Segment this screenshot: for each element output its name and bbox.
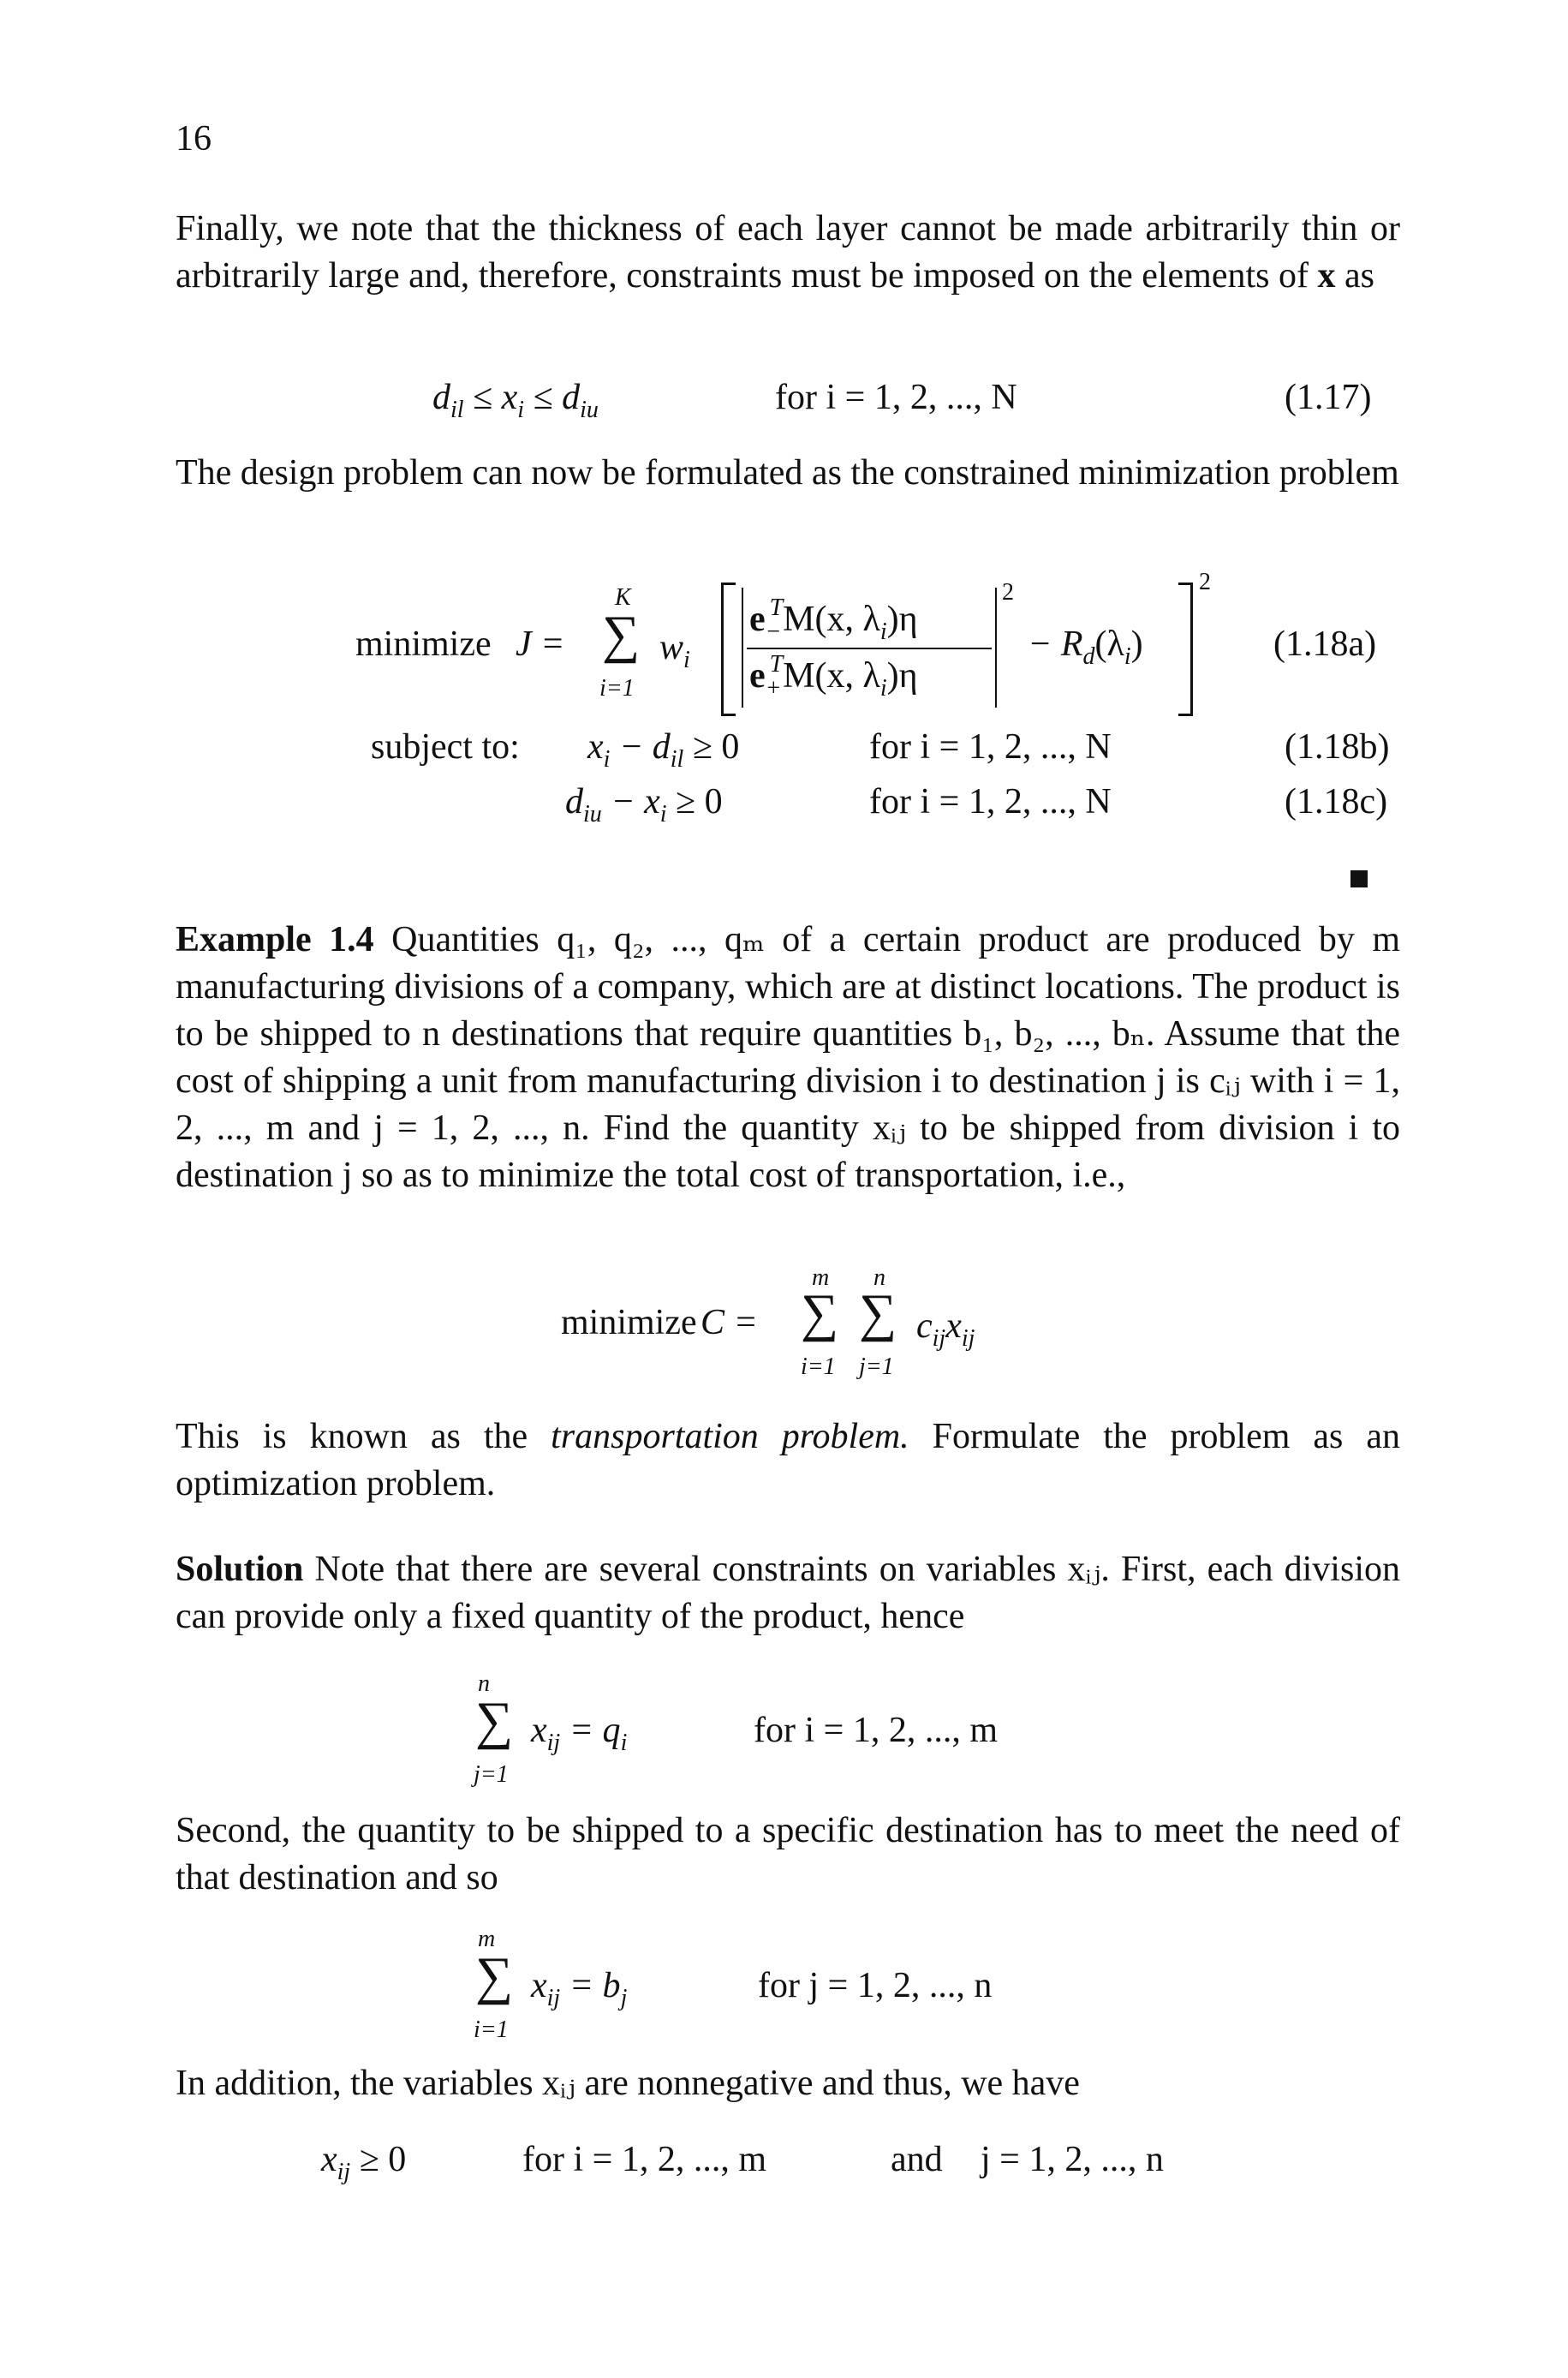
num-rest-sub: i: [879, 618, 887, 645]
cost-x-sub: ij: [961, 1325, 975, 1352]
b-rel: ≥ 0: [683, 727, 740, 767]
eq-117-mid: x: [501, 378, 518, 417]
eq-118a-outer-exp: 2: [1199, 569, 1211, 595]
page-number: 16: [176, 119, 212, 158]
abs-bar-left: [742, 588, 743, 708]
eq-demand-sum-lower: i=1: [474, 2017, 509, 2043]
eq-nonneg-and: and: [891, 2140, 943, 2179]
num-e: e: [749, 600, 766, 639]
rd-sub: d: [1082, 643, 1095, 670]
eq-117-rel2: ≤: [524, 378, 563, 417]
rd-arg: (λ: [1094, 624, 1124, 664]
abs-bar-right: [995, 588, 997, 708]
den-sup: T: [769, 651, 784, 678]
sup-x: x: [531, 1711, 547, 1750]
eq-118b-expr: [587, 726, 739, 774]
cost-c: c: [916, 1306, 933, 1346]
sup-rel: = q: [560, 1711, 621, 1750]
b-x: x: [587, 727, 604, 767]
eq-118a-numerator: [749, 594, 918, 646]
den-end: )η: [886, 656, 918, 696]
known-post: Formulate the problem as an optimization problem.: [176, 1417, 1400, 1503]
eq-117-rel1: ≤: [463, 378, 502, 417]
nn-rel: ≥ 0: [350, 2140, 407, 2179]
eq-nonneg-term: [321, 2139, 406, 2186]
sup-rel-sub: i: [620, 1730, 628, 1756]
cost-x: x: [945, 1306, 962, 1346]
paragraph-known: [176, 1413, 1400, 1508]
eq-supply-sigma: ∑: [475, 1692, 514, 1750]
eq-cost-term: [916, 1306, 975, 1353]
paragraph-intro-text: Finally, we note that the thickness of each layer cannot be made arbitrarily thin or arbitrarily large and, therefore, constraints must be imposed on the elements of: [176, 209, 1400, 296]
eq-117-condition: for i = 1, 2, ..., N: [775, 378, 1017, 417]
right-bracket: [1178, 583, 1193, 716]
num-rest: M(x, λ: [783, 600, 880, 639]
solution-text: Note that there are several constraints on variables xᵢⱼ. First, each division can provide only a fixed quantity of the product, hence: [176, 1550, 1400, 1636]
dem-rel-sub: j: [620, 1985, 628, 2011]
num-end: )η: [886, 600, 918, 639]
eq-118a-weight-sub: i: [683, 647, 690, 673]
c-rel: ≥ 0: [666, 782, 723, 822]
rd: − R: [1028, 624, 1083, 664]
eq-117-number: (1.17): [1285, 378, 1372, 417]
eq-117-rhs: d: [562, 378, 581, 417]
eq-118a-weight: [659, 627, 690, 674]
den-sub: +: [765, 675, 782, 702]
eq-supply-term: [531, 1710, 627, 1757]
b-x-sub: i: [603, 746, 611, 773]
eq-117-rhs-sub: iu: [580, 397, 599, 423]
known-emph: transportation problem.: [551, 1417, 909, 1456]
eq-cost-label: minimize: [561, 1303, 697, 1342]
eq-cost-sigma1: ∑: [801, 1284, 839, 1342]
eq-cost-sum2-upper: n: [873, 1264, 885, 1291]
eq-118a-obj: J =: [516, 624, 565, 664]
eq-118a-sum-lower: i=1: [599, 675, 635, 702]
solution-paragraph: [176, 1546, 1400, 1640]
eq-cost-sum1-upper: m: [812, 1264, 830, 1291]
example-paragraph: [176, 917, 1400, 1199]
eq-demand-sum-upper: m: [478, 1926, 496, 1952]
b-op: − d: [610, 727, 671, 767]
known-pre: This is known as the: [176, 1417, 551, 1456]
eq-117-mid-sub: i: [517, 397, 525, 423]
cost-c-sub: ij: [932, 1325, 946, 1352]
dem-x-sub: ij: [546, 1985, 561, 2011]
equation-1-17: [432, 377, 599, 424]
eq-118a-inner-exp: 2: [1002, 579, 1014, 606]
rd-arg-sub: i: [1124, 643, 1131, 670]
sup-x-sub: ij: [546, 1730, 561, 1756]
paragraph-intro-end: as: [1335, 256, 1374, 296]
c-d: d: [565, 782, 583, 822]
eq-118b-condition: for i = 1, 2, ..., N: [869, 727, 1112, 767]
eq-117-lhs-sub: il: [450, 397, 464, 423]
eq-118a-denominator: [749, 651, 918, 702]
eq-demand-sigma: ∑: [475, 1947, 514, 2005]
solution-label: Solution: [176, 1550, 304, 1589]
left-bracket: [721, 583, 736, 716]
dem-x: x: [531, 1966, 547, 2005]
num-sup: T: [769, 594, 784, 621]
fraction-line: [747, 648, 992, 649]
eq-118a-sum-upper: K: [615, 584, 631, 611]
bold-x: x: [1317, 256, 1336, 296]
b-op-sub: il: [670, 746, 684, 773]
example-label: Example 1.4: [176, 920, 374, 959]
eq-cost-sum2-lower: j=1: [859, 1353, 894, 1380]
eq-118a-minus-term: [1028, 624, 1143, 671]
eq-nonneg-condition2: j = 1, 2, ..., n: [981, 2140, 1164, 2179]
den-e: e: [749, 656, 766, 696]
c-op: − x: [601, 782, 660, 822]
nn-x-sub: ij: [337, 2159, 351, 2185]
eq-supply-sum-upper: n: [478, 1670, 490, 1697]
qed-square: [1350, 870, 1368, 887]
eq-118c-expr: [565, 781, 723, 828]
eq-supply-sum-lower: j=1: [474, 1761, 509, 1788]
paragraph-intro: [176, 206, 1400, 300]
eq-118a-sigma: ∑: [602, 606, 641, 664]
eq-supply-condition: for i = 1, 2, ..., m: [754, 1711, 998, 1750]
eq-118c-number: (1.18c): [1285, 782, 1388, 822]
eq-118b-label: subject to:: [371, 727, 520, 767]
nn-x: x: [321, 2140, 337, 2179]
eq-117-lhs: d: [432, 378, 450, 417]
eq-118a-label: minimize: [355, 624, 492, 664]
paragraph-design: The design problem can now be formulated as the constrained minimization problem: [176, 453, 1399, 493]
paragraph-second: Second, the quantity to be shipped to a specific destination has to meet the need of that destination and so: [176, 1811, 1400, 1897]
den-rest-sub: i: [879, 675, 887, 702]
eq-demand-term: [531, 1965, 627, 2012]
rd-end: ): [1130, 624, 1143, 664]
eq-cost-obj: C =: [701, 1303, 758, 1342]
eq-demand-condition: for j = 1, 2, ..., n: [758, 1966, 993, 2005]
num-sub: −: [765, 618, 782, 645]
eq-118a-number: (1.18a): [1273, 624, 1377, 664]
dem-rel: = b: [560, 1966, 621, 2005]
eq-118a-weight-w: w: [659, 628, 684, 667]
eq-118c-condition: for i = 1, 2, ..., N: [869, 782, 1112, 822]
c-d-sub: iu: [583, 801, 602, 828]
eq-cost-sum1-lower: i=1: [801, 1353, 836, 1380]
paragraph-addition: In addition, the variables xᵢⱼ are nonnegative and thus, we have: [176, 2064, 1080, 2103]
c-op-sub: i: [659, 801, 667, 828]
eq-118b-number: (1.18b): [1285, 727, 1390, 767]
example-text: Quantities q₁, q₂, ..., qₘ of a certain product are produced by m manufacturing divisions of a company, which are at distinct locations. The product is to be shipped to n destinations that require quantities b₁, b₂, ..., bₙ. Assume that the cost of shipping a unit from manufacturing division i to destination j is cᵢⱼ with i = 1, 2, ..., m and j = 1, 2, ..., n. Find the quantity xᵢⱼ to be shipped from division i to destination j so as to minimize the total cost of transportation, i.e.,: [176, 920, 1400, 1195]
den-rest: M(x, λ: [783, 656, 880, 696]
eq-cost-sigma2: ∑: [859, 1284, 897, 1342]
eq-nonneg-condition1: for i = 1, 2, ..., m: [522, 2140, 766, 2179]
